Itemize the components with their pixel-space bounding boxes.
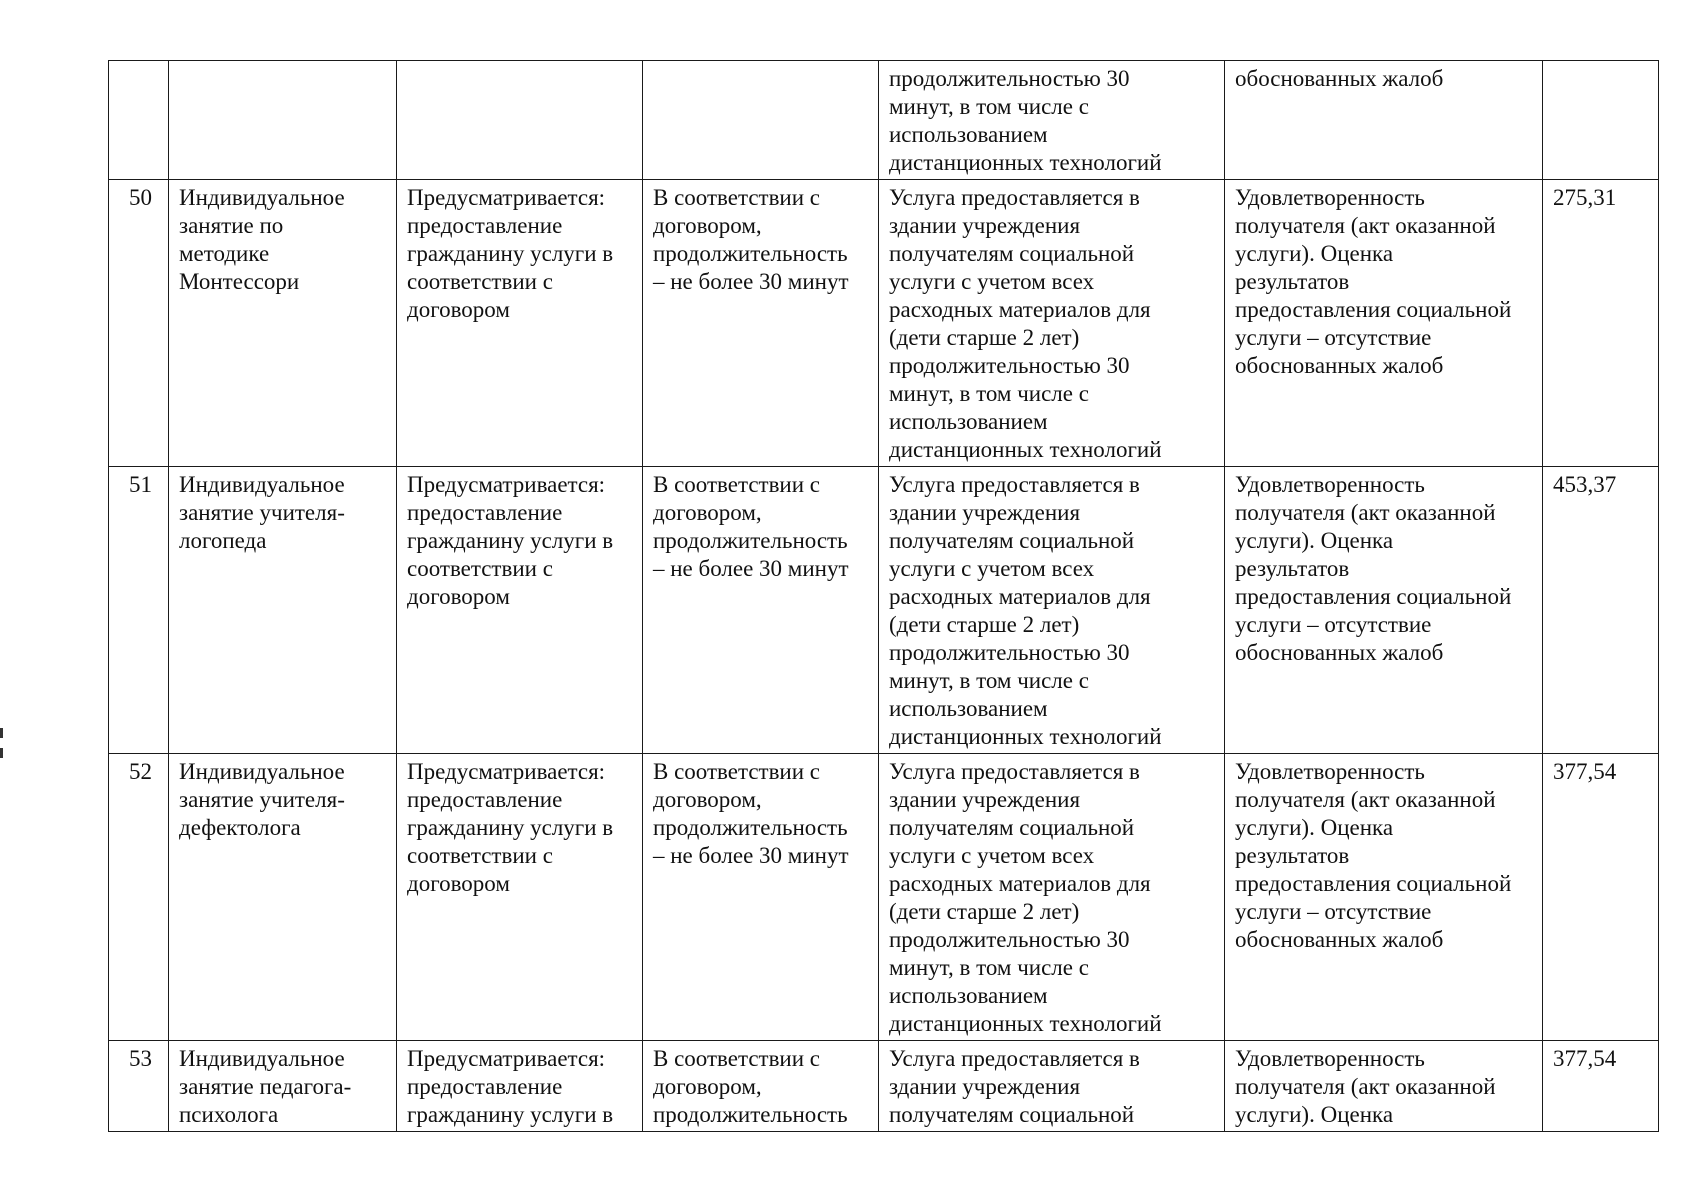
text-line: Предусматривается:	[407, 1046, 606, 1071]
cell-num: 53	[109, 1041, 169, 1132]
text-line: услуги). Оценка	[1235, 528, 1394, 553]
cell-term	[643, 1041, 879, 1132]
text-line: (дети старше 2 лет)	[889, 899, 1080, 924]
text-line: предоставления социальной	[1235, 297, 1512, 322]
text-line: Удовлетворенность	[1235, 472, 1425, 497]
cell-description	[879, 180, 1225, 467]
text-line: получателям социальной	[889, 815, 1135, 840]
cell-name	[169, 467, 397, 754]
services-table	[108, 60, 1659, 1132]
text-line: договором	[407, 584, 510, 609]
text-line: минут, в том числе с	[889, 955, 1089, 980]
cell-condition	[397, 61, 643, 180]
text-line: услуги). Оценка	[1235, 815, 1394, 840]
cell-name	[169, 754, 397, 1041]
text-line: психолога	[179, 1102, 279, 1127]
text-line: результатов	[1235, 843, 1350, 868]
text-line: соответствии с	[407, 269, 553, 294]
text-line: продолжительность	[653, 1102, 848, 1127]
text-line: обоснованных жалоб	[1235, 353, 1444, 378]
text-line: расходных материалов для	[889, 297, 1151, 322]
margin-mark	[0, 748, 3, 758]
text-line: услуги с учетом всех	[889, 269, 1095, 294]
text-line: Индивидуальное	[179, 185, 345, 210]
cell-price: 275,31	[1543, 180, 1659, 467]
text-line: получателя (акт оказанной	[1235, 787, 1496, 812]
text-line: Предусматривается:	[407, 472, 606, 497]
text-line: расходных материалов для	[889, 584, 1151, 609]
table-row-continuation	[109, 61, 1659, 180]
text-line: получателя (акт оказанной	[1235, 500, 1496, 525]
cell-num: 51	[109, 467, 169, 754]
text-line: продолжительностью 30	[889, 927, 1130, 952]
text-line: Индивидуальное	[179, 759, 345, 784]
text-line: использованием	[889, 983, 1048, 1008]
cell-num: 52	[109, 754, 169, 1041]
text-line: услуги с учетом всех	[889, 556, 1095, 581]
text-line: здании учреждения	[889, 787, 1081, 812]
text-line: Монтессори	[179, 269, 300, 294]
text-line: Индивидуальное	[179, 472, 345, 497]
text-line: продолжительностью 30	[889, 640, 1130, 665]
table-row	[109, 1041, 1659, 1132]
text-line: – не более 30 минут	[653, 269, 849, 294]
text-line: – не более 30 минут	[653, 843, 849, 868]
cell-term	[643, 180, 879, 467]
text-line: получателя (акт оказанной	[1235, 1074, 1496, 1099]
text-line: услуги – отсутствие	[1235, 899, 1432, 924]
text-line: (дети старше 2 лет)	[889, 325, 1080, 350]
text-line: дистанционных технологий	[889, 150, 1162, 175]
text-line: (дети старше 2 лет)	[889, 612, 1080, 637]
text-line: услуги с учетом всех	[889, 843, 1095, 868]
text-line: логопеда	[179, 528, 267, 553]
table-row	[109, 467, 1659, 754]
text-line: услуги). Оценка	[1235, 1102, 1394, 1127]
cell-description	[879, 467, 1225, 754]
text-line: Удовлетворенность	[1235, 1046, 1425, 1071]
text-line: дистанционных технологий	[889, 724, 1162, 749]
text-line: продолжительность	[653, 241, 848, 266]
text-line: Индивидуальное	[179, 1046, 345, 1071]
text-line: предоставления социальной	[1235, 871, 1512, 896]
text-line: предоставление	[407, 500, 563, 525]
cell-num: 50	[109, 180, 169, 467]
text-line: методике	[179, 241, 270, 266]
cell-description	[879, 61, 1225, 180]
text-line: занятие педагога-	[179, 1074, 352, 1099]
cell-description	[879, 754, 1225, 1041]
text-line: продолжительностью 30	[889, 66, 1130, 91]
cell-term	[643, 754, 879, 1041]
text-line: Предусматривается:	[407, 759, 606, 784]
text-line: минут, в том числе с	[889, 668, 1089, 693]
text-line: В соответствии с	[653, 472, 821, 497]
text-line: Предусматривается:	[407, 185, 606, 210]
text-line: договором,	[653, 500, 762, 525]
margin-mark	[0, 728, 3, 738]
text-line: Услуга предоставляется в	[889, 759, 1140, 784]
text-line: предоставление	[407, 1074, 563, 1099]
text-line: занятие по	[179, 213, 284, 238]
text-line: гражданину услуги в	[407, 1102, 614, 1127]
text-line: дистанционных технологий	[889, 437, 1162, 462]
text-line: использованием	[889, 696, 1048, 721]
text-line: дефектолога	[179, 815, 301, 840]
text-line: В соответствии с	[653, 759, 821, 784]
text-line: услуги – отсутствие	[1235, 325, 1432, 350]
cell-price	[1543, 61, 1659, 180]
text-line: гражданину услуги в	[407, 815, 614, 840]
text-line: В соответствии с	[653, 1046, 821, 1071]
text-line: соответствии с	[407, 843, 553, 868]
text-line: обоснованных жалоб	[1235, 66, 1444, 91]
text-line: Услуга предоставляется в	[889, 472, 1140, 497]
text-line: занятие учителя-	[179, 787, 345, 812]
cell-num	[109, 61, 169, 180]
cell-quality	[1225, 1041, 1543, 1132]
text-line: занятие учителя-	[179, 500, 345, 525]
cell-term	[643, 467, 879, 754]
text-line: гражданину услуги в	[407, 241, 614, 266]
text-line: услуги – отсутствие	[1235, 612, 1432, 637]
text-line: Услуга предоставляется в	[889, 1046, 1140, 1071]
text-line: Удовлетворенность	[1235, 759, 1425, 784]
cell-price: 377,54	[1543, 1041, 1659, 1132]
text-line: – не более 30 минут	[653, 556, 849, 581]
services-table-body	[109, 61, 1659, 1132]
text-line: договором,	[653, 1074, 762, 1099]
text-line: обоснованных жалоб	[1235, 640, 1444, 665]
text-line: предоставление	[407, 787, 563, 812]
text-line: обоснованных жалоб	[1235, 927, 1444, 952]
text-line: Удовлетворенность	[1235, 185, 1425, 210]
cell-name	[169, 1041, 397, 1132]
text-line: получателям социальной	[889, 528, 1135, 553]
cell-condition	[397, 180, 643, 467]
text-line: расходных материалов для	[889, 871, 1151, 896]
text-line: здании учреждения	[889, 213, 1081, 238]
text-line: предоставление	[407, 213, 563, 238]
text-line: минут, в том числе с	[889, 381, 1089, 406]
text-line: минут, в том числе с	[889, 94, 1089, 119]
cell-price: 453,37	[1543, 467, 1659, 754]
text-line: соответствии с	[407, 556, 553, 581]
table-row	[109, 180, 1659, 467]
text-line: В соответствии с	[653, 185, 821, 210]
text-line: использованием	[889, 122, 1048, 147]
text-line: услуги). Оценка	[1235, 241, 1394, 266]
text-line: продолжительность	[653, 528, 848, 553]
cell-description	[879, 1041, 1225, 1132]
text-line: здании учреждения	[889, 500, 1081, 525]
table-row	[109, 754, 1659, 1041]
cell-condition	[397, 467, 643, 754]
text-line: предоставления социальной	[1235, 584, 1512, 609]
text-line: результатов	[1235, 269, 1350, 294]
text-line: Услуга предоставляется в	[889, 185, 1140, 210]
text-line: договором,	[653, 213, 762, 238]
cell-quality	[1225, 754, 1543, 1041]
cell-quality	[1225, 180, 1543, 467]
text-line: договором	[407, 871, 510, 896]
cell-condition	[397, 1041, 643, 1132]
text-line: гражданину услуги в	[407, 528, 614, 553]
text-line: дистанционных технологий	[889, 1011, 1162, 1036]
text-line: использованием	[889, 409, 1048, 434]
text-line: результатов	[1235, 556, 1350, 581]
text-line: продолжительностью 30	[889, 353, 1130, 378]
cell-quality	[1225, 61, 1543, 180]
text-line: продолжительность	[653, 815, 848, 840]
text-line: получателям социальной	[889, 1102, 1135, 1127]
cell-term	[643, 61, 879, 180]
text-line: получателя (акт оказанной	[1235, 213, 1496, 238]
cell-price: 377,54	[1543, 754, 1659, 1041]
cell-name	[169, 180, 397, 467]
cell-quality	[1225, 467, 1543, 754]
text-line: договором	[407, 297, 510, 322]
cell-condition	[397, 754, 643, 1041]
text-line: здании учреждения	[889, 1074, 1081, 1099]
text-line: получателям социальной	[889, 241, 1135, 266]
text-line: договором,	[653, 787, 762, 812]
cell-name	[169, 61, 397, 180]
